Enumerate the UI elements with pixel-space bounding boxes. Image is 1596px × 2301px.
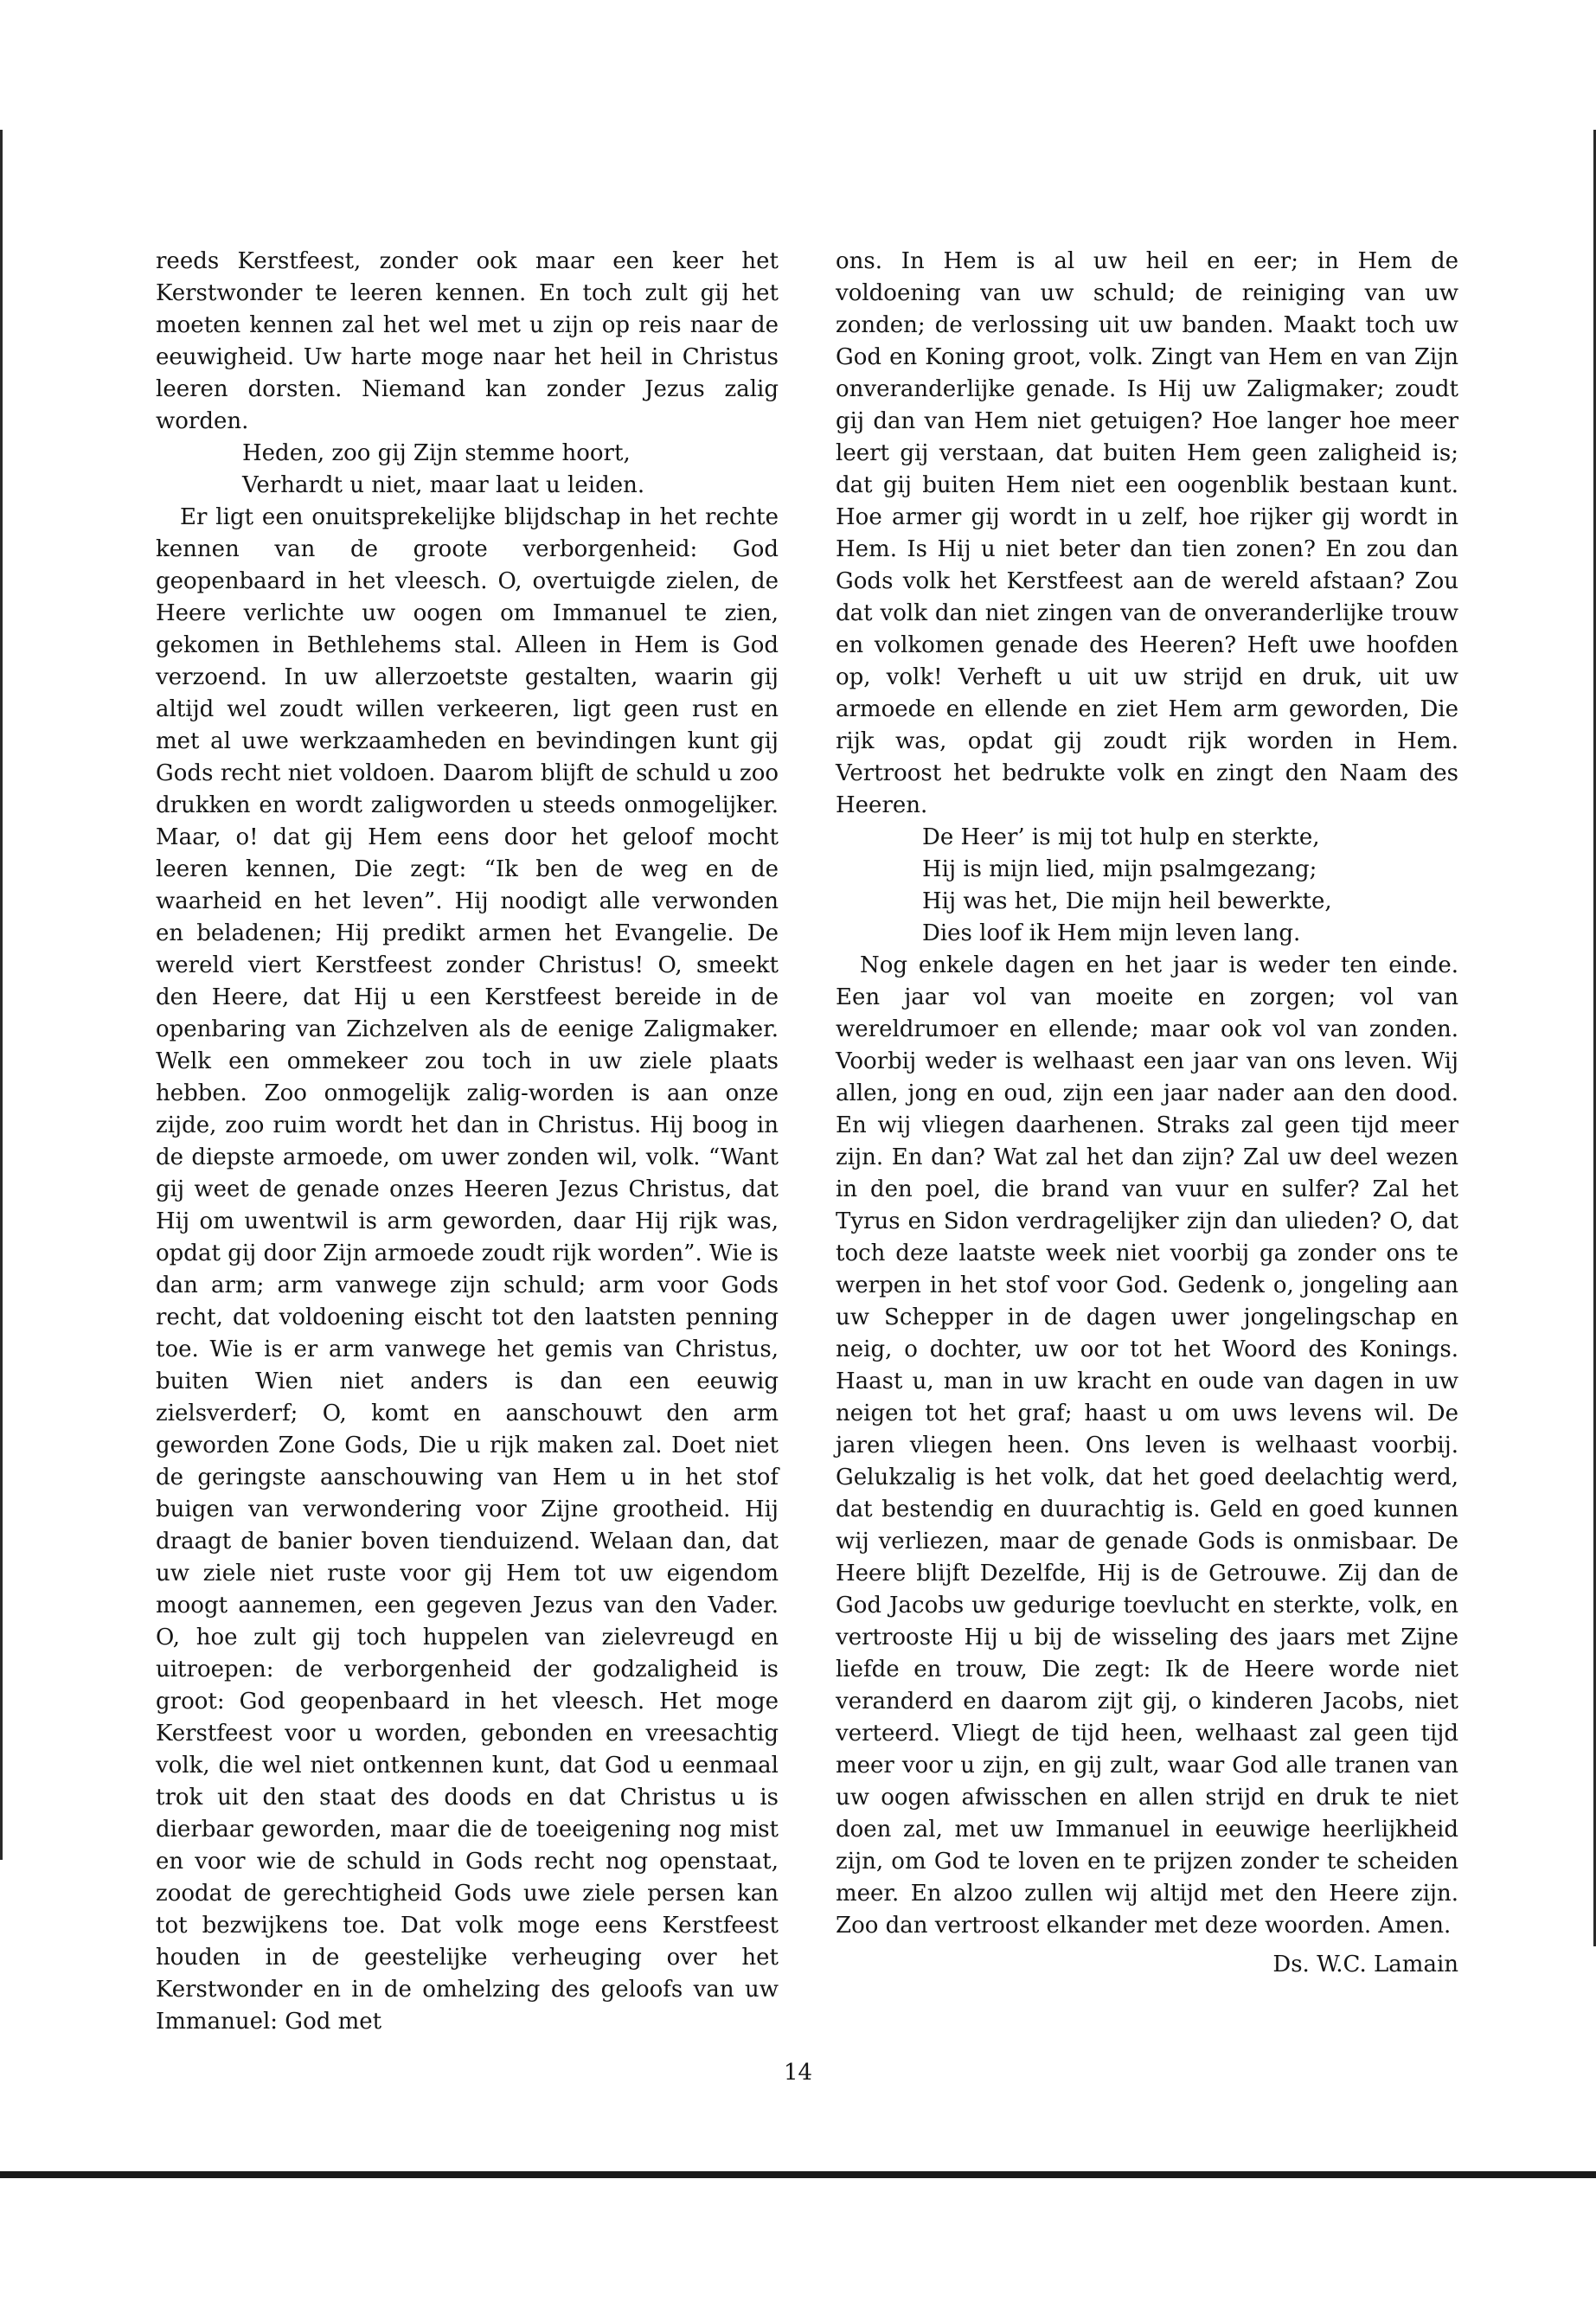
right-paragraph-2: Nog enkele dagen en het jaar is weder ten einde. Een jaar vol van moeite en zorgen; vol van wereldrumoer en ellende; maar ook vol van zonden. Voorbij weder is welhaast een jaar van ons leven. Wij allen, jong en oud, zijn een jaar nader aan den dood. En wij vliegen daarhenen. Straks zal geen tijd meer zijn. En dan? Wat zal het dan zijn? Zal uw deel wezen in den poel, die brand van vuur en sulfer? Zal het Tyrus en Sidon verdragelijker zijn dan ulieden? O, dat toch deze laatste week niet voorbij ga zonder ons te werpen in het stof voor God. Gedenk o, jongeling aan uw Schepper in de dagen uwer jongelingschap en neig, o dochter, uw oor tot het Woord des Konings. Haast u, man in uw kracht en oude van dagen in uw neigen tot het graf; haast u om uws levens wil. De jaren vliegen heen. Ons leven is welhaast voorbij. Gelukzalig is het volk, dat het goed deelachtig werd, dat bestendig en duurachtig is. Geld en goed kunnen wij verliezen, maar de genade Gods is onmisbaar. De Heere blijft Dezelfde, Hij is de Getrouwe. Zij dan de God Jacobs uw gedurige toevlucht en sterkte, volk, en vertrooste Hij u bij de wisseling des jaars met Zijne liefde en trouw, Die zegt: Ik de Heere worde niet veranderd en daarom zijt gij, o kinderen Jacobs, niet verteerd. Vliegt de tijd heen, welhaast zal geen tijd meer voor u zijn, en gij zult, waar God alle tranen van uw oogen afwisschen en allen strijd en druk te niet doen zal, met uw Immanuel in eeuwige heerlijkheid zijn, om God te loven en te prijzen zonder te scheiden meer. En alzoo zullen wij altijd met den Heere zijn. Zoo dan vertroost elkander met deze woorden. Amen. [836,952,1458,1939]
author-signature: Ds. W.C. Lamain [1272,1952,1458,1977]
verse-line: Verhardt u niet, maar laat u leiden. [242,472,645,498]
left-paragraph-2: Er ligt een onuitsprekelijke blijdschap in het rechte kennen van de groote verborgenheid: God geopenbaard in het vleesch. O, overtuigde zielen, de Heere verlichte uw oogen om Immanuel te zien, gekomen in Bethlehems stal. Alleen in Hem is God verzoend. In uw allerzoetste gestalten, waarin gij altijd wel zoudt willen verkeeren, ligt geen rust en met al uwe werkzaamheden en bevindingen kunt gij Gods recht niet voldoen. Daarom blijft de schuld u zoo drukken en wordt zaligworden u steeds onmogelijker. Maar, o! dat gij Hem eens door het geloof mocht leeren kennen, Die zegt: “Ik ben de weg en de waarheid en het leven”. Hij noodigt alle verwonden en beladenen; Hij predikt armen het Evangelie. De wereld viert Kerstfeest zonder Christus! O, smeekt den Heere, dat Hij u een Kerstfeest bereide in de openbaring van Zichzelven als de eenige Zaligmaker. Welk een ommekeer zou toch in uw ziele plaats hebben. Zoo onmogelijk zalig-worden is aan onze zijde, zoo ruim wordt het dan in Christus. Hij boog in de diepste armoede, om uwer zonden wil, volk. “Want gij weet de genade onzes Heeren Jezus Christus, dat Hij om uwentwil is arm geworden, daar Hij rijk was, opdat gij door Zijn armoede zoudt rijk worden”. Wie is dan arm; arm vanwege zijn schuld; arm voor Gods recht, dat voldoening eischt tot den laatsten penning toe. Wie is er arm vanwege het gemis van Christus, buiten Wien niet anders is dan een eeuwig zielsverderf; O, komt en aanschouwt den arm geworden Zone Gods, Die u rijk maken zal. Doet niet de geringste aanschouwing van Hem u in het stof buigen van verwondering voor Zijne grootheid. Hij draagt de banier boven tienduizend. Welaan dan, dat uw ziele niet ruste voor gij Hem tot uw eigendom moogt aannemen, een gegeven Jezus van den Vader. O, hoe zult gij toch huppelen van zielevreugd en uitroepen: de verborgenheid der godzaligheid is groot: God geopenbaard in het vleesch. Het moge Kerstfeest voor u worden, gebonden en vreesachtig volk, die wel niet ontkennen kunt, dat God u eenmaal trok uit den staat des doods en dat Christus u is dierbaar geworden, maar die de toeeigening nog mist en voor wie de schuld in Gods recht nog openstaat, zoodat de gerechtigheid Gods uwe ziele persen kan tot bezwijkens toe. Dat volk moge eens Kerstfeest houden in de geestelijke verheuging over het Kerstwonder en in de omhelzing des geloofs van uw Immanuel: God met [156,504,779,2035]
left-column [156,246,779,2038]
right-column [836,246,1458,1981]
left-verse [156,438,779,502]
right-verse [836,822,1458,950]
page-number: 14 [783,2060,813,2086]
right-paragraph-1: ons. In Hem is al uw heil en eer; in Hem de voldoening van uw schuld; de reiniging van uw zonden; de verlossing uit uw banden. Maakt toch uw God en Koning groot, volk. Zingt van Hem en van Zijn onveranderlijke genade. Is Hij uw Zaligmaker; zoudt gij dan van Hem niet getuigen? Hoe langer hoe meer leert gij verstaan, dat buiten Hem geen zaligheid is; dat gij buiten Hem niet een oogenblik bestaan kunt. Hoe armer gij wordt in u zelf, hoe rijker gij wordt in Hem. Is Hij u niet beter dan tien zonen? En zou dan Gods volk het Kerstfeest aan de wereld afstaan? Zou dat volk dan niet zingen van de onveranderlijke trouw en volkomen genade des Heeren? Heft uwe hoofden op, volk! Verheft u uit uw strijd en druk, uit uw armoede en ellende en ziet Hem arm geworden, Die rijk was, opdat gij zoudt rijk worden in Hem. Vertroost het bedrukte volk en zingt den Naam des Heeren. [836,248,1458,818]
verse-line: De Heer’ is mij tot hulp en sterkte, [922,824,1320,850]
verse-line: Hij was het, Die mijn heil bewerkte, [922,888,1332,914]
verse-line: Dies loof ik Hem mijn leven lang. [922,920,1301,946]
verse-line: Hij is mijn lied, mijn psalmgezang; [922,856,1317,882]
verse-line: Heden, zoo gij Zijn stemme hoort, [242,440,631,466]
scan-edge-left [0,130,3,1860]
bottom-rule [0,2171,1596,2178]
left-paragraph-1: reeds Kerstfeest, zonder ook maar een keer het Kerstwonder te leeren kennen. En toch zult gij het moeten kennen zal het wel met u zijn op reis naar de eeuwigheid. Uw harte moge naar het heil in Christus leeren dorsten. Niemand kan zonder Jezus zalig worden. [156,248,779,434]
